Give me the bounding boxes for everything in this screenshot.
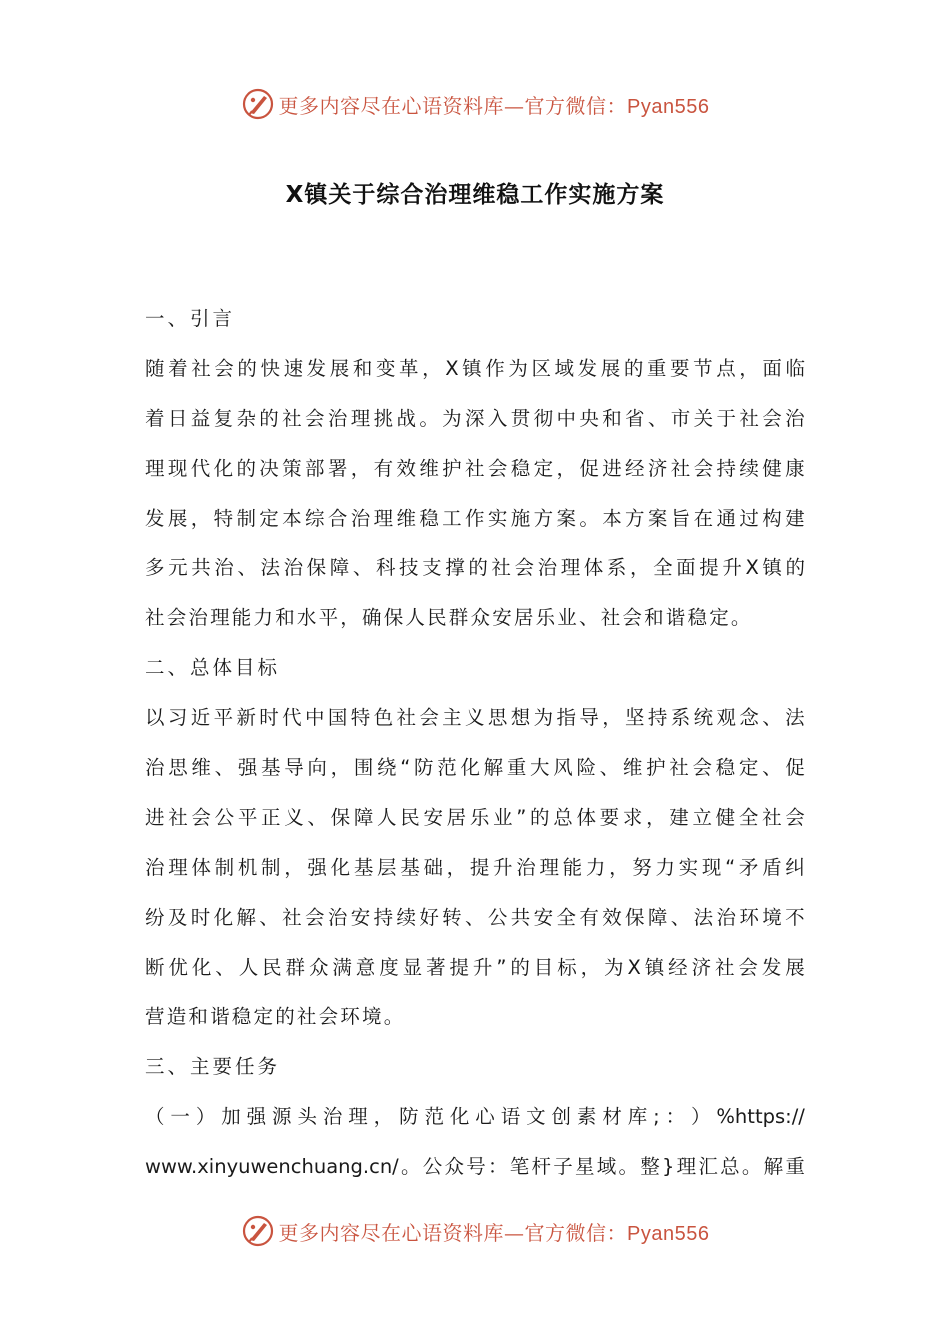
document-body xyxy=(145,294,805,1192)
section-heading: 三、主要任务 xyxy=(145,1055,281,1079)
section-heading: 一、引言 xyxy=(145,307,236,330)
watermark-wechat-id: Pyan556 xyxy=(627,1222,710,1245)
paragraph-line: 发 展 ， 特 制 定 本 综 合 治 理 维 稳 工 作 实 施 方 案 。 本 方 案 旨 在 通 过 构 建 xyxy=(145,506,805,530)
quill-pen-icon xyxy=(241,87,275,121)
section-heading: 二、总体目标 xyxy=(145,656,281,680)
document-title: X镇关于综合治理维稳工作实施方案 xyxy=(285,182,665,208)
watermark-text: 更多内容尽在心语资料库—官方微信：Pyan556 xyxy=(278,1220,710,1245)
paragraph-line: 社会治理能力和水平，确保人民群众安居乐业、社会和谐稳定。 xyxy=(145,606,753,630)
quill-pen-icon xyxy=(241,1214,275,1248)
paragraph-line: 治 理 体 制 机 制 ， 强 化 基 层 基 础 ， 提 升 治 理 能 力 ， 努 力 实 现 “ 矛 盾 纠 xyxy=(145,855,805,879)
watermark-text: 更多内容尽在心语资料库—官方微信：Pyan556 xyxy=(278,93,710,118)
paragraph-line: 理 现 代 化 的 决 策 部 署 ， 有 效 维 护 社 会 稳 定 ， 促 进 经 济 社 会 持 续 健 康 xyxy=(145,456,805,480)
paragraph-line: （ 一 ） 加 强 源 头 治 理 ， 防 范 化 心 语 文 创 素 材 库 ; ： ） %https:// xyxy=(145,1105,805,1129)
paragraph-line: 断 优 化 、 人 民 群 众 满 意 度 显 著 提 升 ” 的 目 标 ， 为 X 镇 经 济 社 会 发 展 xyxy=(145,955,805,979)
watermark-footer xyxy=(0,1211,950,1251)
paragraph-line: 营造和谐稳定的社会环境。 xyxy=(145,1005,406,1029)
paragraph-line: 着 日 益 复 杂 的 社 会 治 理 挑 战 。 为 深 入 贯 彻 中 央 和 省 、 市 关 于 社 会 治 xyxy=(145,406,805,430)
paragraph-line: 多 元 共 治 、 法 治 保 障 、 科 技 支 撑 的 社 会 治 理 体 系 ， 全 面 提 升 X 镇 的 xyxy=(145,556,805,580)
paragraph-line: 治 思 维 、 强 基 导 向 ， 围 绕 “ 防 范 化 解 重 大 风 险 、 维 护 社 会 稳 定 、 促 xyxy=(145,756,805,780)
paragraph-line: 纷 及 时 化 解 、 社 会 治 安 持 续 好 转 、 公 共 安 全 有 效 保 障 、 法 治 环 境 不 xyxy=(145,905,805,929)
paragraph-line: 进 社 会 公 平 正 义 、 保 障 人 民 安 居 乐 业 ” 的 总 体 要 求 ， 建 立 健 全 社 会 xyxy=(145,805,805,829)
paragraph-line: www.xinyuwenchuang.cn/ 。 公 众 号 ： 笔 杆 子 星 域 。 整 } 理 汇 总 。 解 重 xyxy=(145,1155,805,1179)
paragraph-line: 以 习 近 平 新 时 代 中 国 特 色 社 会 主 义 思 想 为 指 导 ， 坚 持 系 统 观 念 、 法 xyxy=(145,706,805,730)
watermark-wechat-id: Pyan556 xyxy=(627,95,710,118)
paragraph-line: 随 着 社 会 的 快 速 发 展 和 变 革 ， X 镇 作 为 区 域 发 展 的 重 要 节 点 ， 面 临 xyxy=(145,356,805,380)
watermark-header xyxy=(0,84,950,124)
